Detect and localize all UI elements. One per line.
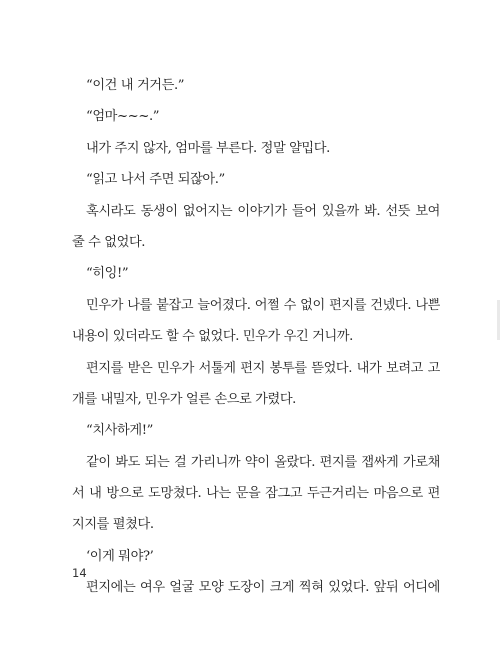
paragraph-line: 지지를 펼쳤다. [72,517,154,533]
dialogue-line: “이건 내 거거든.” [86,78,185,93]
dialogue-line: “읽고 나서 주면 되잖아.” [86,172,225,188]
paragraph-line: 서 내 방으로 도망쳤다. 나는 문을 잠그고 두근거리는 마음으로 편 [72,486,440,502]
thought-line: ‘이게 뭐야?’ [86,548,154,564]
dialogue-line: “엄마~~~.” [86,109,160,125]
paragraph-line: 같이 봐도 되는 걸 가리니까 약이 올랐다. 편지를 잽싸게 가로채 [86,454,440,470]
paragraph-line: 개를 내밀자, 민우가 얼른 손으로 가렸다. [72,391,296,407]
paragraph-line: 줄 수 없었다. [72,234,146,250]
paragraph-line: 내가 주지 않자, 엄마를 부른다. 정말 얄밉다. [86,140,330,156]
paragraph-line: 편지를 받은 민우가 서툴게 편지 봉투를 뜯었다. 내가 보려고 고 [86,360,440,376]
dialogue-line: “치사하게!” [86,423,153,439]
page-body [72,70,440,604]
dialogue-line: “히잉!” [86,266,129,282]
paragraph-line: 민우가 나를 붙잡고 늘어졌다. 어쩔 수 없이 편지를 건넸다. 나쁜 [86,297,440,313]
paragraph-line: 내용이 있더라도 할 수 없었다. 민우가 우긴 거니까. [72,329,353,345]
paragraph-line: 혹시라도 동생이 없어지는 이야기가 들어 있을까 봐. 선뜻 보여 [86,203,440,219]
page-number: 14 [72,566,87,580]
paragraph-line: 편지에는 여우 얼굴 모양 도장이 크게 찍혀 있었다. 앞뒤 어디에 [86,580,440,596]
